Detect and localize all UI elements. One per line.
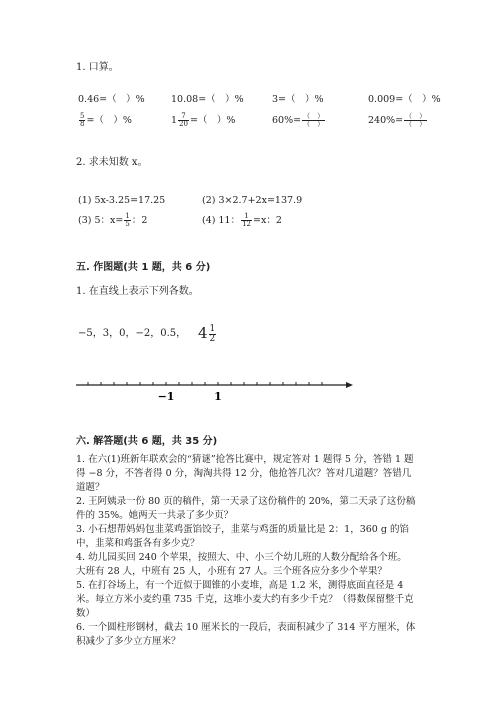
question-2-title: 2. 求未知数 x。 xyxy=(76,157,148,168)
problem-3: 3. 小石想帮妈妈包韭菜鸡蛋馅饺子，韭菜与鸡蛋的质量比是 2：1，360 g 的馅中，韭菜和鸡蛋各有多少克？ xyxy=(76,524,409,549)
oral-item: $\frac{5}{8}$ =（ ）% xyxy=(80,112,132,128)
number-line xyxy=(70,372,360,404)
arrow-icon xyxy=(346,382,353,388)
oral-item: 10.08=（ ）% xyxy=(171,94,244,105)
mixed-number: 4 $\frac{1}{2}$ xyxy=(198,323,216,344)
oral-item: 3=（ ）% xyxy=(272,94,324,105)
problem-6: 6. 一个圆柱形钢材，截去 10 厘米长的一段后，表面积减少了 314 平方厘米，体积减少了多少立方厘米？ xyxy=(76,622,416,647)
question-1-title: 1. 口算。 xyxy=(76,62,119,73)
oral-item: 0.46=（ ）% xyxy=(78,94,145,105)
oral-item: 240%= $\frac{( )}{( )}$ xyxy=(368,112,427,128)
problem-1: 1. 在六(1)班新年联欢会的“猜谜”抢答比赛中，规定答对 1 题得 5 分，答错 1 题得 −8 分，不答者得 0 分，淘淘共得 12 分，他抢答几次？答对几道题？答错几道题？ xyxy=(76,454,414,493)
oral-item: 60%= $\frac{( )}{( )}$ xyxy=(272,112,325,128)
fraction: $\frac{7}{20}$ xyxy=(179,112,188,128)
equation: (1) 5x-3.25=17.25 xyxy=(78,195,166,206)
oral-item: 1 $\frac{7}{20}$ =（ ）% xyxy=(171,112,236,128)
equation: (3) 5：x= $\frac{1}{5}$ ：2 xyxy=(78,212,148,228)
problem-2: 2. 王阿姨录一份 80 页的稿件，第一天录了这份稿件的 20%，第二天录了这份稿件的 35%。她两天一共录了多少页？ xyxy=(76,496,416,521)
section-5-title: 五. 作图题(共 1 题，共 6 分) xyxy=(76,262,211,273)
fraction: $\frac{5}{8}$ xyxy=(80,112,85,128)
section-5-question: 1. 在直线上表示下列各数。 xyxy=(76,286,199,297)
fraction: $\frac{( )}{( )}$ xyxy=(303,112,325,128)
fraction: $\frac{1}{12}$ xyxy=(242,212,251,228)
section-6-title: 六. 解答题(共 6 题，共 35 分) xyxy=(76,436,218,447)
axis-label-1: 1 xyxy=(214,390,222,403)
fraction: $\frac{1}{5}$ xyxy=(125,212,130,228)
fraction: $\frac{( )}{( )}$ xyxy=(405,112,427,128)
problem-4: 4. 幼儿园买回 240 个苹果，按照大、中、小三个幼儿班的人数分配给各个班。大班有 28 人，中班有 25 人，小班有 27 人。三个班各应分多少个苹果？ xyxy=(76,552,407,577)
axis-label-neg1: −1 xyxy=(157,390,175,403)
oral-item: 0.009=（ ）% xyxy=(368,94,441,105)
equation: (4) 11： $\frac{1}{12}$ =x：2 xyxy=(202,212,282,228)
fraction: $\frac{1}{2}$ xyxy=(209,323,216,344)
equation: (2) 3×2.7+2x=137.9 xyxy=(202,195,303,206)
numbers-list: −5，3，0，−2，0.5， xyxy=(78,328,187,339)
problem-5: 5. 在打谷场上，有一个近似于圆锥的小麦堆，高是 1.2 米，测得底面直径是 4 米。每立方米小麦约重 735 千克，这堆小麦大约有多少千克？（得数保留整千克数） xyxy=(76,580,414,619)
